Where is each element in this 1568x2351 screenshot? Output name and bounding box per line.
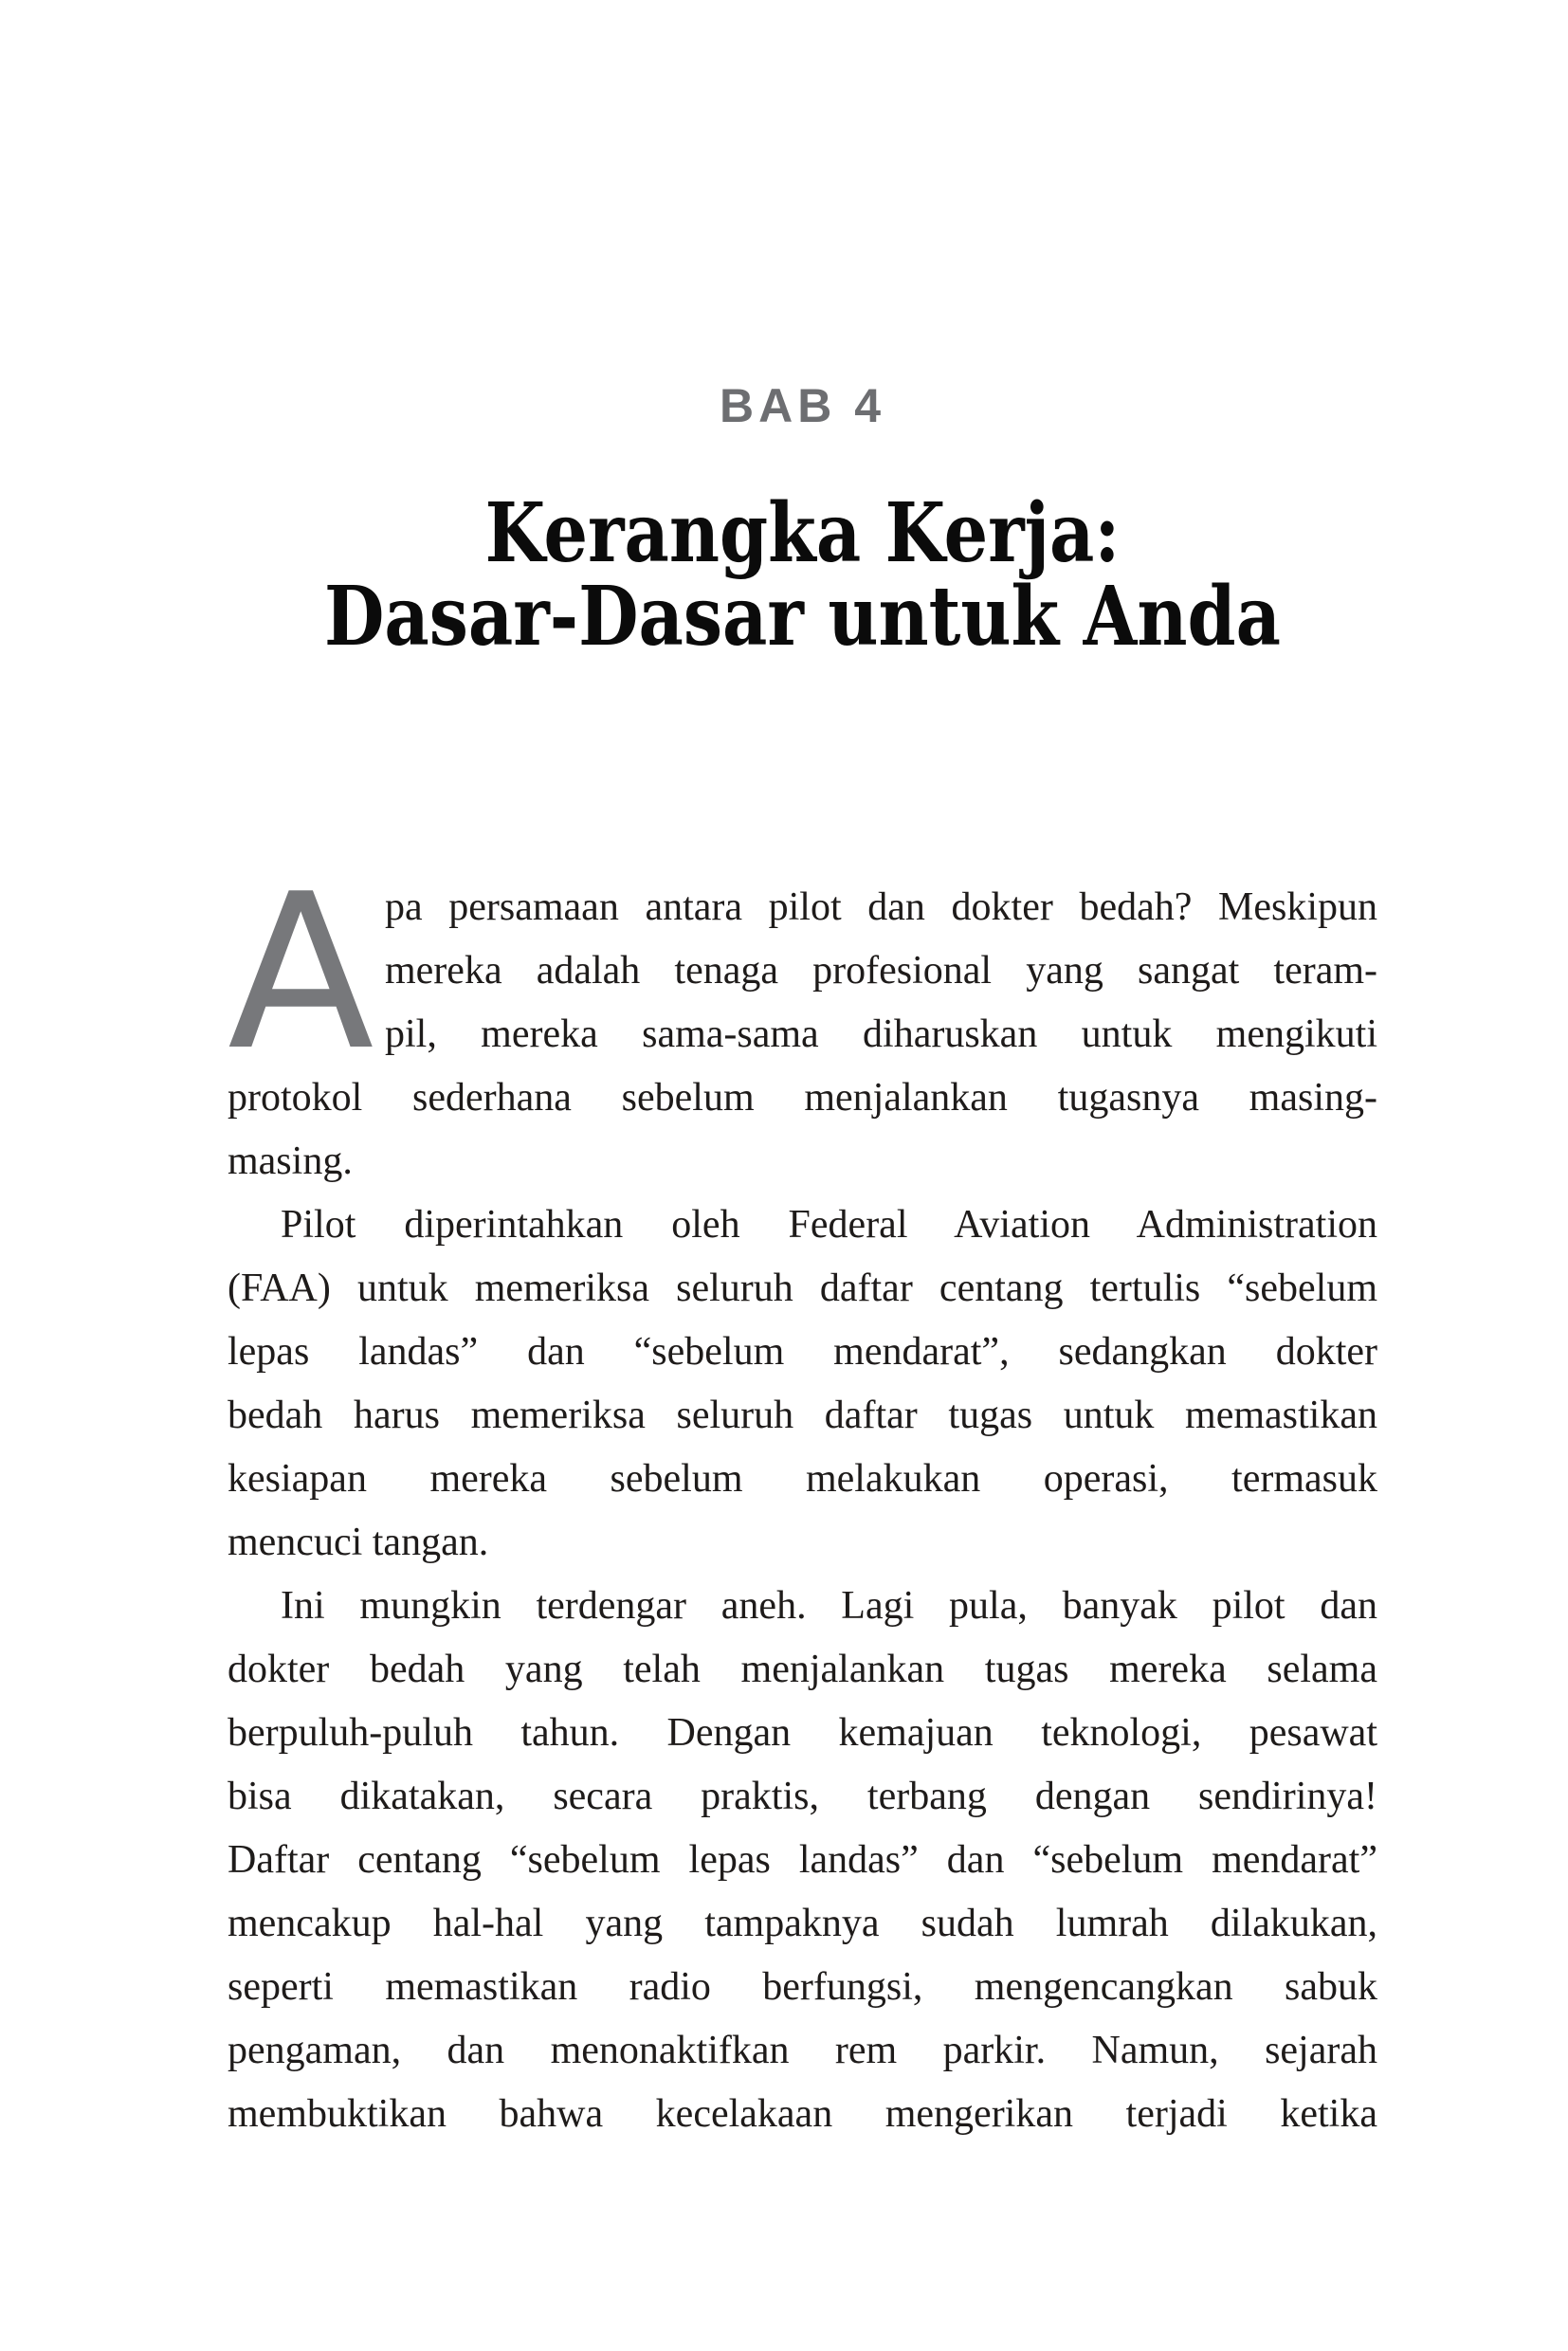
chapter-title-line1: Kerangka Kerja: bbox=[484, 485, 1121, 581]
chapter-title-line2: Dasar-Dasar untuk Anda bbox=[323, 569, 1282, 665]
paragraph-2 bbox=[228, 1194, 1377, 1575]
body-line: mencakup hal-hal yang tampaknya sudah lumrah dilakukan, bbox=[228, 1902, 1377, 1945]
body-line: pa persamaan antara pilot dan dokter bedah? Meskipun bbox=[385, 885, 1377, 929]
drop-cap bbox=[228, 848, 385, 1098]
chapter-kicker: BAB 4 bbox=[719, 379, 886, 432]
body-line: lepas landas” dan “sebelum mendarat”, sedangkan dokter bbox=[228, 1330, 1377, 1374]
body-line: pil, mereka sama-sama diharuskan untuk mengikuti bbox=[385, 1012, 1377, 1056]
body-line: masing. bbox=[228, 1139, 353, 1183]
body-line: Daftar centang “sebelum lepas landas” dan “sebelum mendarat” bbox=[228, 1838, 1377, 1882]
body-line: kesiapan mereka sebelum melakukan operasi, termasuk bbox=[228, 1457, 1377, 1501]
body-line: Pilot diperintahkan oleh Federal Aviation Administration bbox=[281, 1203, 1377, 1247]
chapter-title bbox=[314, 485, 1291, 665]
body-line: mereka adalah tenaga profesional yang sangat teram- bbox=[385, 949, 1377, 993]
body-line: mencuci tangan. bbox=[228, 1521, 489, 1564]
body-line: bisa dikatakan, secara praktis, terbang dengan sendirinya! bbox=[228, 1775, 1377, 1818]
body-line: pengaman, dan menonaktifkan rem parkir. Namun, sejarah bbox=[228, 2029, 1377, 2072]
text-column bbox=[228, 0, 1377, 2146]
body-line: seperti memastikan radio berfungsi, mengencangkan sabuk bbox=[228, 1965, 1377, 2009]
body-line: dokter bedah yang telah menjalankan tugas mereka selama bbox=[228, 1648, 1377, 1691]
drop-cap-letter: A bbox=[228, 848, 374, 1098]
body-line: bedah harus memeriksa seluruh daftar tugas untuk memastikan bbox=[228, 1394, 1377, 1437]
body-text bbox=[228, 848, 1377, 2146]
body-line: protokol sederhana sebelum menjalankan tugasnya masing- bbox=[228, 1076, 1377, 1120]
body-line: (FAA) untuk memeriksa seluruh daftar centang tertulis “sebelum bbox=[228, 1267, 1377, 1310]
paragraph-1 bbox=[228, 848, 1377, 1194]
body-line: berpuluh-puluh tahun. Dengan kemajuan teknologi, pesawat bbox=[228, 1711, 1377, 1755]
body-line: Ini mungkin terdengar aneh. Lagi pula, banyak pilot dan bbox=[281, 1584, 1377, 1628]
paragraph-3 bbox=[228, 1575, 1377, 2146]
body-line: membuktikan bahwa kecelakaan mengerikan terjadi ketika bbox=[228, 2092, 1377, 2136]
